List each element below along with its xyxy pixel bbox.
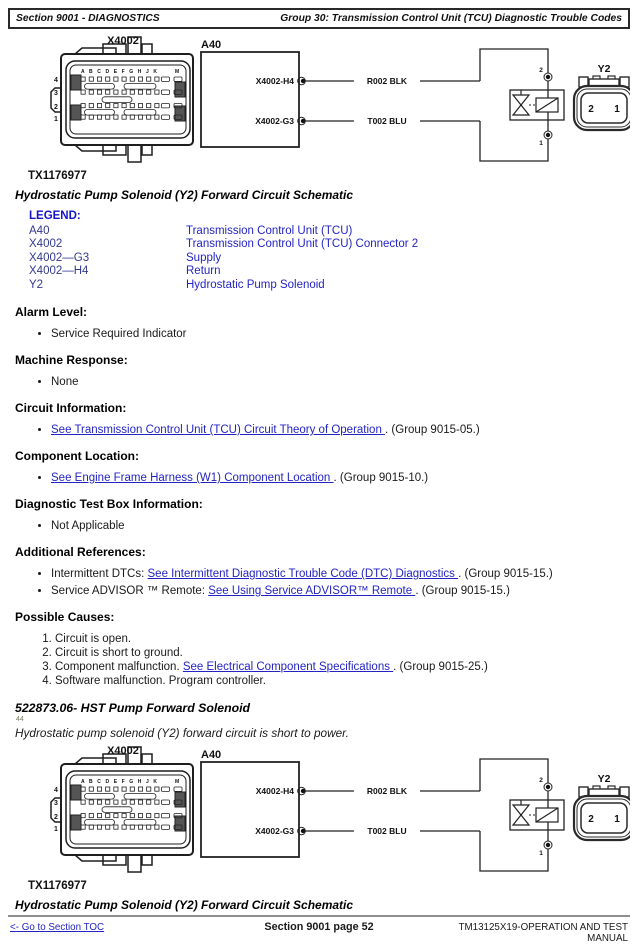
legend-row <box>29 265 630 279</box>
footer-left <box>10 921 216 933</box>
connector-label: X4002 <box>107 745 139 757</box>
text-segment: Circuit is short to ground. <box>55 647 183 659</box>
tcu-box <box>201 762 299 857</box>
section-heading: Circuit Information: <box>15 401 127 415</box>
circuit-schematic-figure <box>8 32 630 202</box>
page-footer <box>8 915 630 944</box>
connector-row-number: 1 <box>54 826 58 833</box>
legend-code: X4002 <box>29 238 63 250</box>
list-item <box>51 568 630 580</box>
footnote-marker: 44 <box>16 716 24 723</box>
connector-latch <box>71 105 81 120</box>
footer-page-number: Section 9001 page 52 <box>264 921 374 933</box>
legend-code: Y2 <box>29 278 44 291</box>
connector-row-number: 1 <box>54 116 58 123</box>
list-item <box>51 424 630 436</box>
list-item <box>55 661 630 673</box>
legend-row <box>29 225 630 239</box>
tcu-box <box>201 52 299 147</box>
dtc-description: Hydrostatic pump solenoid (Y2) forward circuit is short to power. <box>15 726 349 740</box>
list-item <box>51 472 630 484</box>
y2-pin-right: 1 <box>614 104 620 115</box>
list-item <box>55 675 630 687</box>
legend-code: A40 <box>29 224 50 237</box>
list-item <box>55 633 630 645</box>
legend-desc: Transmission Control Unit (TCU) <box>186 224 353 237</box>
section-heading: Component Location: <box>15 449 139 463</box>
y2-label: Y2 <box>597 63 611 75</box>
connector-column-m: M <box>175 779 180 785</box>
legend-row <box>29 252 630 266</box>
list-item <box>51 376 630 388</box>
text-segment: Component malfunction. <box>55 661 183 673</box>
text-segment: Service ADVISOR ™ Remote: <box>51 585 209 597</box>
figure-caption: Hydrostatic Pump Solenoid (Y2) Forward Circuit Schematic <box>15 188 354 202</box>
figure-id: TX1176977 <box>28 880 87 892</box>
text-segment: Software malfunction. Program controller. <box>55 675 266 687</box>
legend-code: X4002—H4 <box>29 265 89 277</box>
section-heading: Machine Response: <box>15 353 128 367</box>
legend-row <box>29 279 630 293</box>
legend <box>29 210 630 292</box>
tcu-pin-label-top: X4002-H4 <box>255 76 294 86</box>
list-item <box>51 520 630 532</box>
y2-pin-left: 2 <box>588 104 594 115</box>
connector-row-number: 4 <box>54 787 58 794</box>
connector-column-letters: A B C D E F G H J K <box>81 69 157 75</box>
doc-link[interactable]: See Electrical Component Specifications <box>182 661 394 673</box>
text-segment: . (Group 9015-15.) <box>458 568 553 580</box>
connector-latch <box>71 785 81 800</box>
list-item <box>51 585 630 597</box>
legend-rows <box>29 225 630 293</box>
y2-connector <box>574 773 630 840</box>
section-list <box>8 633 630 687</box>
text-segment: . (Group 9015-25.) <box>393 661 488 673</box>
section-heading: Possible Causes: <box>15 610 115 624</box>
text-segment: None <box>51 376 79 388</box>
legend-desc: Transmission Control Unit (TCU) Connector 2 <box>186 238 419 250</box>
footer-manual-id: TM13125X19-OPERATION AND TEST MANUAL <box>458 922 628 944</box>
legend-code: X4002—G3 <box>29 251 90 264</box>
solenoid-pin-top: 2 <box>539 67 543 74</box>
section-list <box>8 520 630 532</box>
header-group-title: Group 30: Transmission Control Unit (TCU) Diagnostic Trouble Codes <box>280 13 622 24</box>
section-list <box>8 328 630 340</box>
connector-row-number: 2 <box>54 104 58 111</box>
section-heading: Additional References: <box>15 545 146 559</box>
text-segment: . (Group 9015-15.) <box>415 585 510 597</box>
section-list <box>8 568 630 597</box>
doc-link[interactable]: See Engine Frame Harness (W1) Component Location <box>51 472 334 484</box>
dtc-code-heading: 522873.06- HST Pump Forward Solenoid <box>15 701 251 715</box>
tcu-pin-label-bottom: X4002-G3 <box>255 116 294 126</box>
connector-label: X4002 <box>107 35 139 47</box>
connector-row-number: 2 <box>54 814 58 821</box>
y2-connector <box>574 63 630 130</box>
text-segment: . (Group 9015-10.) <box>333 472 429 484</box>
section-heading: Diagnostic Test Box Information: <box>15 497 203 511</box>
text-segment: Intermittent DTCs: <box>51 568 148 580</box>
wire-label-top: R002 BLK <box>366 76 408 86</box>
text-segment: Not Applicable <box>51 520 125 532</box>
section-list <box>8 424 630 436</box>
solenoid-symbol <box>510 777 564 857</box>
header-section-title: Section 9001 - DIAGNOSTICS <box>16 13 160 24</box>
wire-label-top: R002 BLK <box>366 786 408 796</box>
go-to-section-toc-link[interactable]: <- Go to Section TOC <box>10 922 105 933</box>
doc-link[interactable]: See Using Service ADVISOR™ Remote <box>208 585 416 597</box>
section-list <box>8 376 630 388</box>
circuit-schematic <box>8 32 630 184</box>
solenoid-symbol <box>510 67 564 147</box>
connector-row-number: 4 <box>54 77 58 84</box>
list-item <box>51 328 630 340</box>
connector-latch <box>71 75 81 90</box>
circuit-schematic <box>8 742 630 894</box>
y2-pin-left: 2 <box>588 814 594 825</box>
section-heading: Alarm Level: <box>15 305 88 319</box>
page-header <box>8 8 630 29</box>
connector-row-number: 3 <box>54 90 58 97</box>
tcu-label: A40 <box>201 39 222 51</box>
wire-label-bottom: T002 BLU <box>367 826 407 836</box>
legend-row <box>29 238 630 252</box>
section-list <box>8 472 630 484</box>
connector-column-m: M <box>175 69 180 75</box>
solenoid-pin-bottom: 1 <box>539 140 543 147</box>
solenoid-pin-top: 2 <box>539 777 543 784</box>
figure-id: TX1176977 <box>28 170 87 182</box>
y2-pin-right: 1 <box>614 814 620 825</box>
solenoid-pin-bottom: 1 <box>539 850 543 857</box>
schematic-1 <box>8 32 630 202</box>
circuit-schematic-figure <box>8 742 630 912</box>
figure-caption: Hydrostatic Pump Solenoid (Y2) Forward Circuit Schematic <box>15 898 354 912</box>
y2-label: Y2 <box>597 773 611 785</box>
tcu-pin-label-bottom: X4002-G3 <box>255 826 294 836</box>
list-item <box>55 647 630 659</box>
schematic-2 <box>8 742 630 912</box>
legend-desc: Hydrostatic Pump Solenoid <box>186 278 325 291</box>
wire-label-bottom: T002 BLU <box>367 116 407 126</box>
doc-link[interactable]: See Transmission Control Unit (TCU) Circuit Theory of Operation <box>51 424 386 436</box>
text-segment: Circuit is open. <box>55 633 132 645</box>
connector-column-letters: A B C D E F G H J K <box>81 779 157 785</box>
tcu-pin-label-top: X4002-H4 <box>255 786 294 796</box>
legend-desc: Supply <box>186 251 222 264</box>
text-segment: Service Required Indicator <box>51 328 187 340</box>
text-segment: . (Group 9015-05.) <box>385 424 480 436</box>
sections-container <box>8 305 630 740</box>
connector-row-number: 3 <box>54 800 58 807</box>
connector-latch <box>71 815 81 830</box>
legend-title: LEGEND: <box>29 210 81 222</box>
tcu-label: A40 <box>201 749 222 761</box>
legend-desc: Return <box>186 265 221 277</box>
doc-link[interactable]: See Intermittent Diagnostic Trouble Code (DTC) Diagnostics <box>147 568 459 580</box>
